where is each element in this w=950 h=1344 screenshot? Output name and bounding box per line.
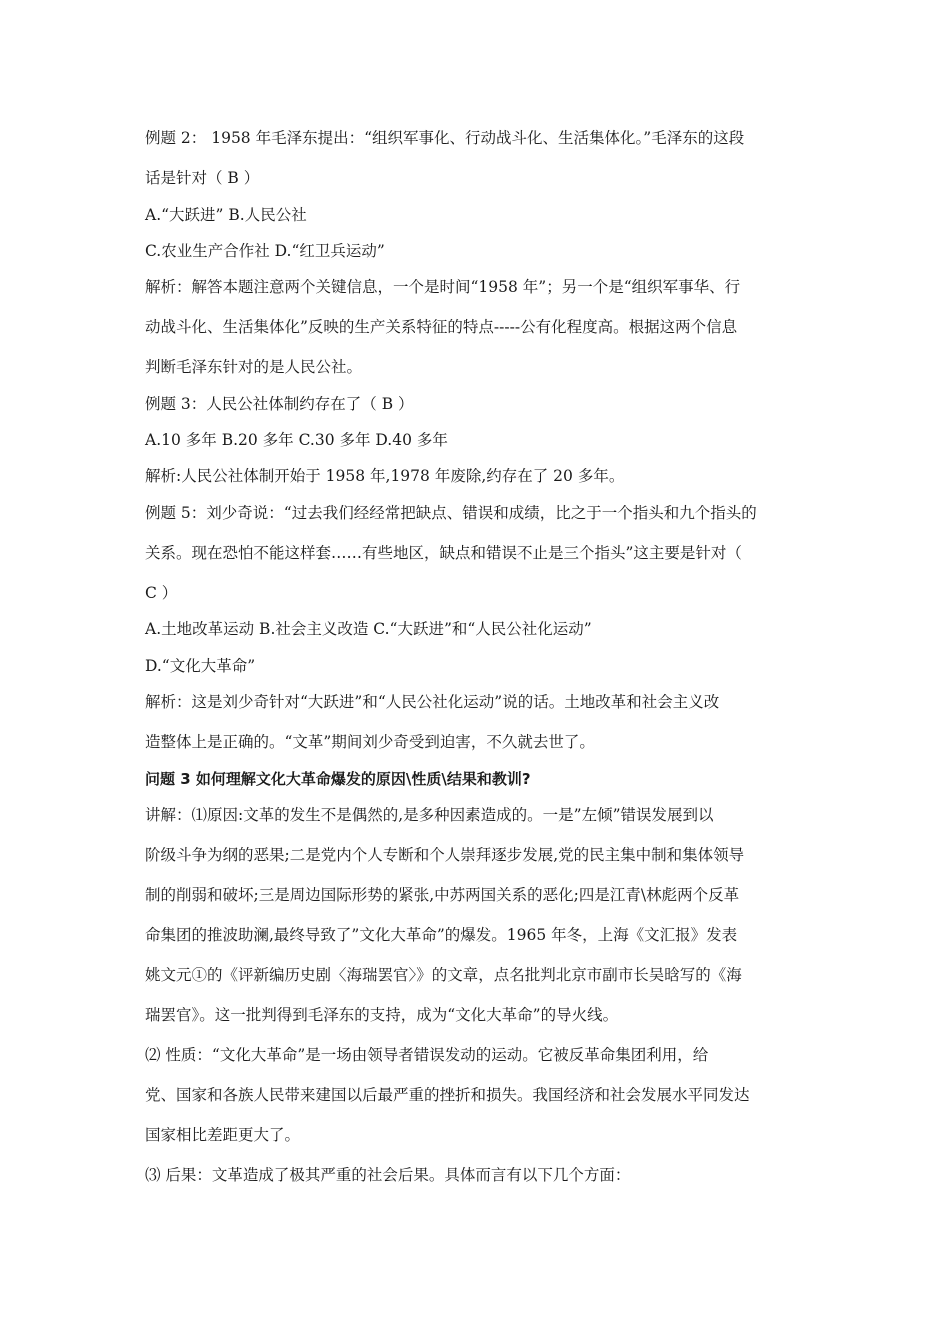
text-line: 姚文元①的《评新编历史剧〈海瑞罢官〉》的文章，点名批判北京市副市长吴晗写的《海	[145, 966, 742, 984]
section-heading: 问题 3 如何理解文化大革命爆发的原因\性质\结果和教训?	[145, 770, 531, 788]
text-line: 话是针对（ B ）	[145, 169, 260, 187]
text-line: 解析：这是刘少奇针对“大跃进”和“人民公社化运动”说的话。土地改革和社会主义改	[145, 693, 720, 711]
text-line: 瑞罢官》。这一批判得到毛泽东的支持，成为“文化大革命”的导火线。	[145, 1006, 619, 1024]
text-line: C ）	[145, 584, 178, 602]
text-line: 动战斗化、生活集体化”反映的生产关系特征的特点-----公有化程度高。根据这两个信息	[145, 318, 738, 336]
text-line: ⑵ 性质：“文化大革命”是一场由领导者错误发动的运动。它被反革命集团利用，给	[145, 1046, 709, 1064]
text-line: 造整体上是正确的。“文革”期间刘少奇受到迫害，不久就去世了。	[145, 733, 595, 751]
text-line: D.“文化大革命”	[145, 657, 256, 675]
text-line: 解析:人民公社体制开始于 1958 年,1978 年废除,约存在了 20 多年。	[145, 467, 625, 485]
text-line: 制的削弱和破坏;三是周边国际形势的紧张,中苏两国关系的恶化;四是江青\林彪两个反革	[145, 886, 740, 904]
text-line: A.土地改革运动 B.社会主义改造 C.“大跃进”和“人民公社化运动”	[145, 620, 592, 638]
text-line: 党、国家和各族人民带来建国以后最严重的挫折和损失。我国经济和社会发展水平同发达	[145, 1086, 750, 1104]
text-line: A.“大跃进” B.人民公社	[145, 206, 307, 224]
text-line: 讲解：⑴原因:文革的发生不是偶然的,是多种因素造成的。一是”左倾”错误发展到以	[145, 806, 714, 824]
text-line: C.农业生产合作社 D.“红卫兵运动”	[145, 242, 385, 260]
text-line: 判断毛泽东针对的是人民公社。	[145, 358, 363, 376]
text-line: 国家相比差距更大了。	[145, 1126, 301, 1144]
text-line: 关系。现在恐怕不能这样套……有些地区，缺点和错误不止是三个指头”这主要是针对（	[145, 544, 742, 562]
text-line: 例题 5：刘少奇说：“过去我们经经常把缺点、错误和成绩，比之于一个指头和九个指头的	[145, 504, 757, 522]
text-line: 例题 2： 1958 年毛泽东提出：“组织军事化、行动战斗化、生活集体化。”毛泽东的这段	[145, 129, 745, 147]
text-line: 解析：解答本题注意两个关键信息，一个是时间“1958 年”；另一个是“组织军事华、行	[145, 278, 741, 296]
text-line: 命集团的推波助澜,最终导致了”文化大革命”的爆发。1965 年冬，上海《文汇报》发表	[145, 926, 738, 944]
text-line: A.10 多年 B.20 多年 C.30 多年 D.40 多年	[145, 431, 448, 449]
text-line: 例题 3：人民公社体制约存在了（ B ）	[145, 395, 414, 413]
text-line: ⑶ 后果：文革造成了极其严重的社会后果。具体而言有以下几个方面：	[145, 1166, 631, 1184]
text-line: 阶级斗争为纲的恶果;二是党内个人专断和个人崇拜逐步发展,党的民主集中制和集体领导	[145, 846, 745, 864]
